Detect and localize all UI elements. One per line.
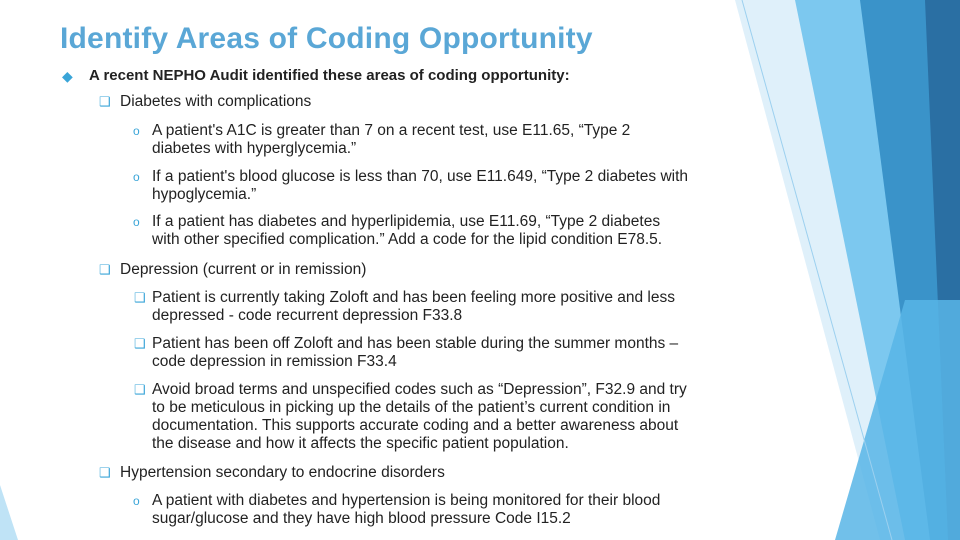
circle-bullet-icon: o	[133, 170, 140, 184]
diamond-bullet-icon: ◆	[62, 68, 73, 84]
bullet-text-line: with other specified complication.” Add a code for the lipid condition E78.5.	[152, 231, 663, 248]
bullet-text-line: code depression in remission F33.4	[152, 353, 397, 370]
circle-bullet-icon: o	[133, 494, 140, 508]
bullet-text-line: Patient has been off Zoloft and has been stable during the summer months –	[152, 335, 679, 352]
circle-bullet-icon: o	[133, 215, 140, 229]
bullet-text-line: Patient is currently taking Zoloft and has been feeling more positive and less	[152, 289, 675, 306]
square-bullet-icon: ❑	[134, 382, 146, 397]
bullet-text-line: A patient with diabetes and hypertension is being monitored for their blood	[152, 492, 661, 509]
bullet-text-line: Depression (current or in remission)	[120, 261, 367, 278]
bullet-text-line: to be meticulous in picking up the details of the patient’s current condition in	[152, 399, 671, 416]
bullet-text-line: documentation. This supports accurate coding and a better awareness about	[152, 417, 679, 434]
square-bullet-icon: ❑	[99, 262, 111, 277]
bullet-text-line: A recent NEPHO Audit identified these areas of coding opportunity:	[89, 67, 570, 84]
bullet-text-line: sugar/glucose and they have high blood pressure Code I15.2	[152, 510, 571, 527]
slide-title: Identify Areas of Coding Opportunity	[60, 22, 593, 55]
square-bullet-icon: ❑	[134, 290, 146, 305]
bullet-text-line: Avoid broad terms and unspecified codes such as “Depression”, F32.9 and try	[152, 381, 687, 398]
square-bullet-icon: ❑	[134, 336, 146, 351]
bullet-text-line: the disease and how it affects the specific patient population.	[152, 435, 569, 452]
square-bullet-icon: ❑	[99, 94, 111, 109]
bullet-text-line: diabetes with hyperglycemia.”	[152, 140, 357, 157]
bullet-text-line: If a patient has diabetes and hyperlipidemia, use E11.69, “Type 2 diabetes	[152, 213, 661, 230]
bullet-text-line: Diabetes with complications	[120, 93, 312, 110]
bullet-text-line: Hypertension secondary to endocrine disorders	[120, 464, 445, 481]
square-bullet-icon: ❑	[99, 465, 111, 480]
bullet-text-line: A patient's A1C is greater than 7 on a recent test, use E11.65, “Type 2	[152, 122, 631, 139]
deco-shape-left	[0, 485, 18, 540]
bullet-text-line: depressed - code recurrent depression F33.8	[152, 307, 463, 324]
circle-bullet-icon: o	[133, 124, 140, 138]
bullet-text-line: If a patient's blood glucose is less than 70, use E11.649, “Type 2 diabetes with	[152, 168, 689, 185]
bullet-text-line: hypoglycemia.”	[152, 186, 257, 203]
